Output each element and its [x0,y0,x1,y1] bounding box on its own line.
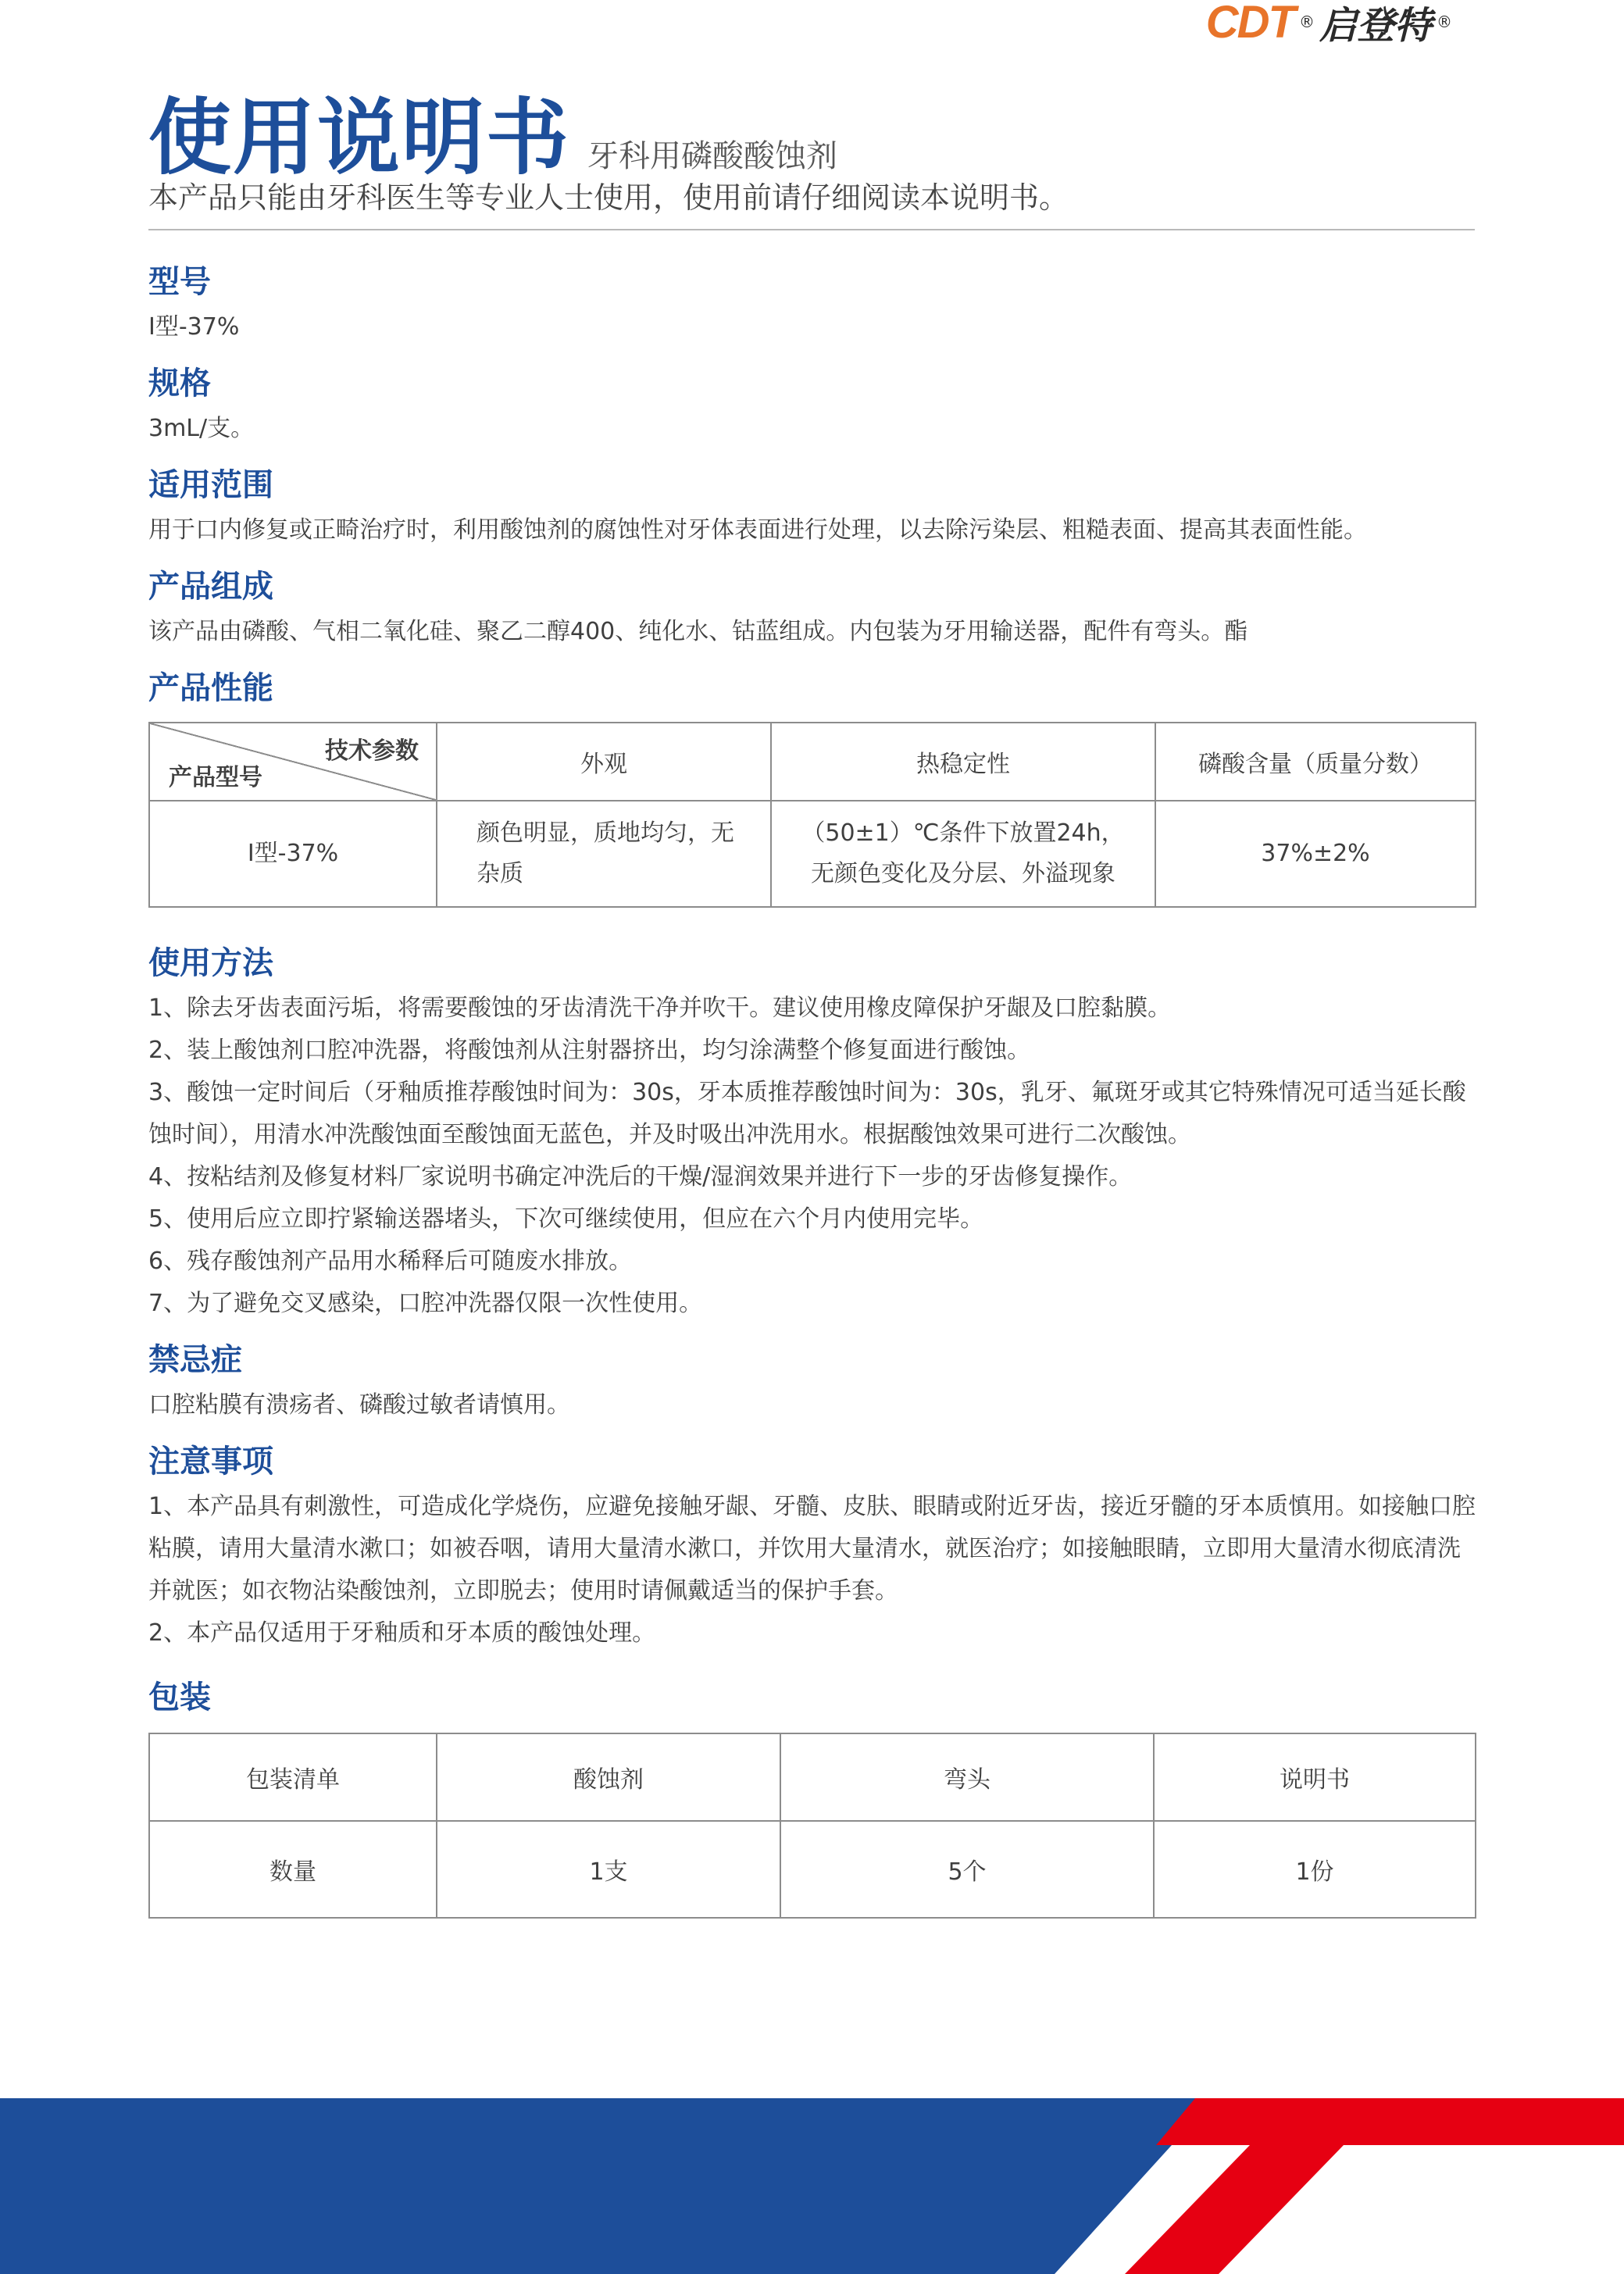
usage-item: 3、酸蚀一定时间后（牙釉质推荐酸蚀时间为：30s，牙本质推荐酸蚀时间为：30s，乳牙、氟斑牙或其它特殊情况可适当延长酸蚀时间），用清水冲洗酸蚀面至酸蚀面无蓝色，并及时吸出冲洗用水。根据酸蚀效果可进行二次酸蚀。 [148,1079,1466,1148]
section-performance [148,664,1476,908]
usage-heading: 使用方法 [148,945,273,981]
page-title: 使用说明书 [148,90,570,186]
column-header: 磷酸含量（质量分数） [1155,723,1476,801]
usage-item: 6、残存酸蚀剂产品用水稀释后可随废水排放。 [148,1248,633,1275]
section-precautions [148,1437,1476,1655]
scope-heading: 适用范围 [148,467,273,503]
cell-model: Ⅰ型-37% [149,801,437,907]
diagonal-header-cell [149,723,437,801]
composition-text: 该产品由磷酸、气相二氧化硅、聚乙二醇400、纯化水、钴蓝组成。内包装为牙用输送器，配件有弯头。酯 [148,618,1248,645]
spec-heading: 规格 [148,366,211,402]
usage-item: 5、使用后应立即拧紧输送器堵头，下次可继续使用，但应在六个月内使用完毕。 [148,1205,984,1233]
usage-item: 4、按粘结剂及修复材料厂家说明书确定冲洗后的干燥/湿润效果并进行下一步的牙齿修复操作。 [148,1163,1133,1191]
brand-name: 启登特 [1319,3,1432,48]
cell-content: 37%±2% [1155,801,1476,907]
cell-appearance: 颜色明显，质地均匀，无杂质 [437,801,771,907]
packaging-cell: 1支 [437,1821,780,1918]
precaution-item: 1、本产品具有刺激性，可造成化学烧伤，应避免接触牙龈、牙髓、皮肤、眼睛或附近牙齿，接近牙髓的牙本质慎用。如接触口腔粘膜，请用大量清水漱口；如被吞咽，请用大量清水漱口，并饮用大量清水，就医治疗；如接触眼睛，立即用大量清水彻底清洗并就医；如衣物沾染酸蚀剂，立即脱去；使用时请佩戴适当的保护手套。 [148,1493,1476,1605]
composition-heading: 产品组成 [148,569,273,605]
performance-table [148,722,1476,908]
precaution-item: 2、本产品仅适用于牙釉质和牙本质的酸蚀处理。 [148,1619,656,1647]
diag-top-label: 技术参数 [325,737,419,765]
scope-text: 用于口内修复或正畸治疗时，利用酸蚀剂的腐蚀性对牙体表面进行处理，以去除污染层、粗糙表面、提高其表面性能。 [148,516,1367,544]
manual-body [148,258,1476,1930]
column-header: 外观 [437,723,771,801]
packaging-cell: 说明书 [1154,1733,1476,1821]
brand-logo [1205,0,1452,48]
brand-name-reg-mark: ® [1437,12,1452,31]
header-divider [148,229,1475,230]
cell-stability: （50±1）℃条件下放置24h，无颜色变化及分层、外溢现象 [771,801,1155,907]
packaging-cell: 1份 [1154,1821,1476,1918]
packaging-cell: 酸蚀剂 [437,1733,780,1821]
section-spec [148,359,1476,450]
section-composition [148,562,1476,653]
section-scope [148,461,1476,552]
brand-reg-mark: ® [1298,12,1315,31]
diag-bottom-label: 产品型号 [169,764,262,791]
usage-notice: 本产品只能由牙科医生等专业人士使用，使用前请仔细阅读本说明书。 [148,180,1069,215]
packaging-cell: 弯头 [780,1733,1154,1821]
packaging-cell: 5个 [780,1821,1154,1918]
packaging-table [148,1733,1476,1919]
packaging-heading: 包装 [148,1680,211,1715]
contraindication-heading: 禁忌症 [148,1342,242,1378]
packaging-header-row [149,1733,1476,1821]
brand-mark: CDT [1205,0,1294,48]
model-heading: 型号 [148,264,211,300]
precautions-heading: 注意事项 [148,1444,273,1480]
column-header: 热稳定性 [771,723,1155,801]
section-model [148,258,1476,348]
footer-blue-stripe [0,2098,1219,2274]
section-usage [148,939,1476,1325]
section-contraindication [148,1336,1476,1426]
section-packaging [148,1673,1476,1919]
usage-item: 2、装上酸蚀剂口腔冲洗器，将酸蚀剂从注射器挤出，均匀涂满整个修复面进行酸蚀。 [148,1037,1031,1064]
footer-red-bar [1156,2098,1624,2145]
model-value: Ⅰ型-37% [148,313,240,341]
usage-item: 7、为了避免交叉感染，口腔冲洗器仅限一次性使用。 [148,1290,703,1317]
spec-value: 3mL/支。 [148,415,255,442]
packaging-cell: 包装清单 [149,1733,437,1821]
footer-brand-band [0,2098,1624,2274]
packaging-qty-row [149,1821,1476,1918]
performance-header-row [149,723,1476,801]
packaging-cell: 数量 [149,1821,437,1918]
contraindication-text: 口腔粘膜有溃疡者、磷酸过敏者请慎用。 [148,1391,570,1419]
usage-item: 1、除去牙齿表面污垢，将需要酸蚀的牙齿清洗干净并吹干。建议使用橡皮障保护牙龈及口腔黏膜。 [148,994,1172,1022]
performance-heading: 产品性能 [148,670,273,706]
performance-data-row [149,801,1476,907]
page-subtitle: 牙科用磷酸酸蚀剂 [587,138,837,174]
